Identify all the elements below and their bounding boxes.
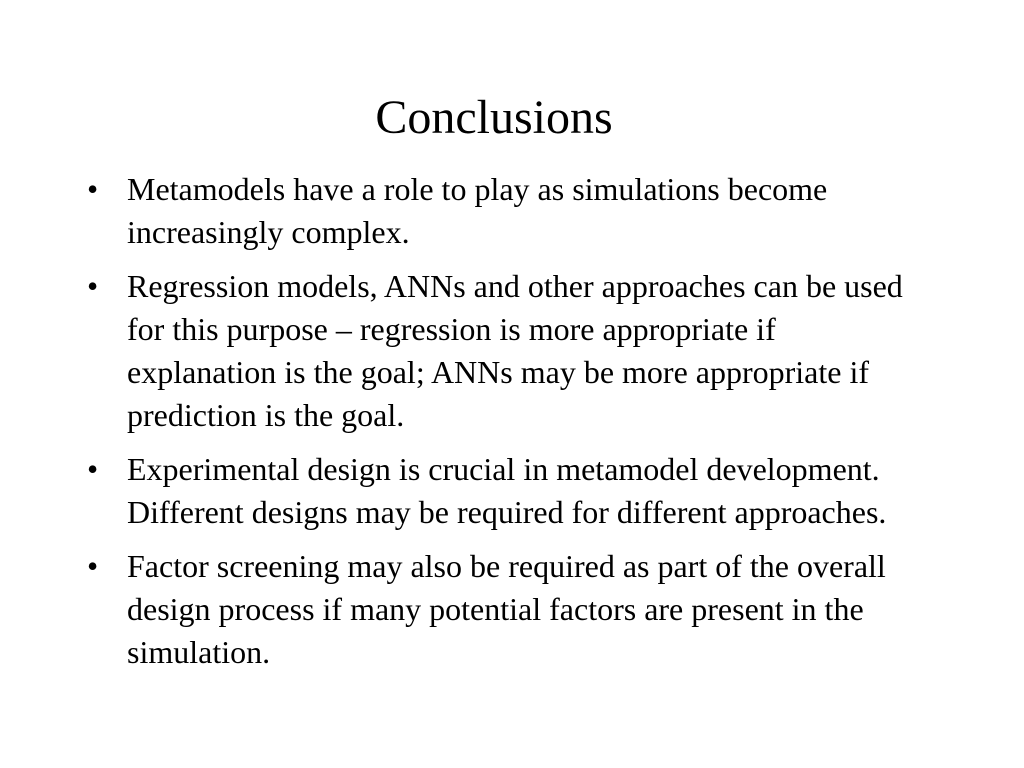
bullet-text: Regression models, ANNs and other approaches can be used for this purpose – regression is more appropriate if explanation is the goal; ANNs may be more appropriate if prediction is the goal. <box>127 268 903 433</box>
bullet-text: Factor screening may also be required as part of the overall design process if many potential factors are present in the simulation. <box>127 548 886 670</box>
bullet-text: Metamodels have a role to play as simulations become increasingly complex. <box>127 171 828 250</box>
slide-title: Conclusions <box>375 91 613 144</box>
bullet-icon: • <box>87 268 99 304</box>
bullet-list <box>87 168 927 685</box>
bullet-icon: • <box>87 171 99 207</box>
bullet-icon: • <box>87 451 99 487</box>
bullet-item <box>87 265 927 437</box>
bullet-item <box>87 448 927 534</box>
bullet-item <box>87 545 927 674</box>
bullet-text: Experimental design is crucial in metamodel development. Different designs may be required for different approaches. <box>127 451 887 530</box>
bullet-icon: • <box>87 548 99 584</box>
bullet-item <box>87 168 927 254</box>
